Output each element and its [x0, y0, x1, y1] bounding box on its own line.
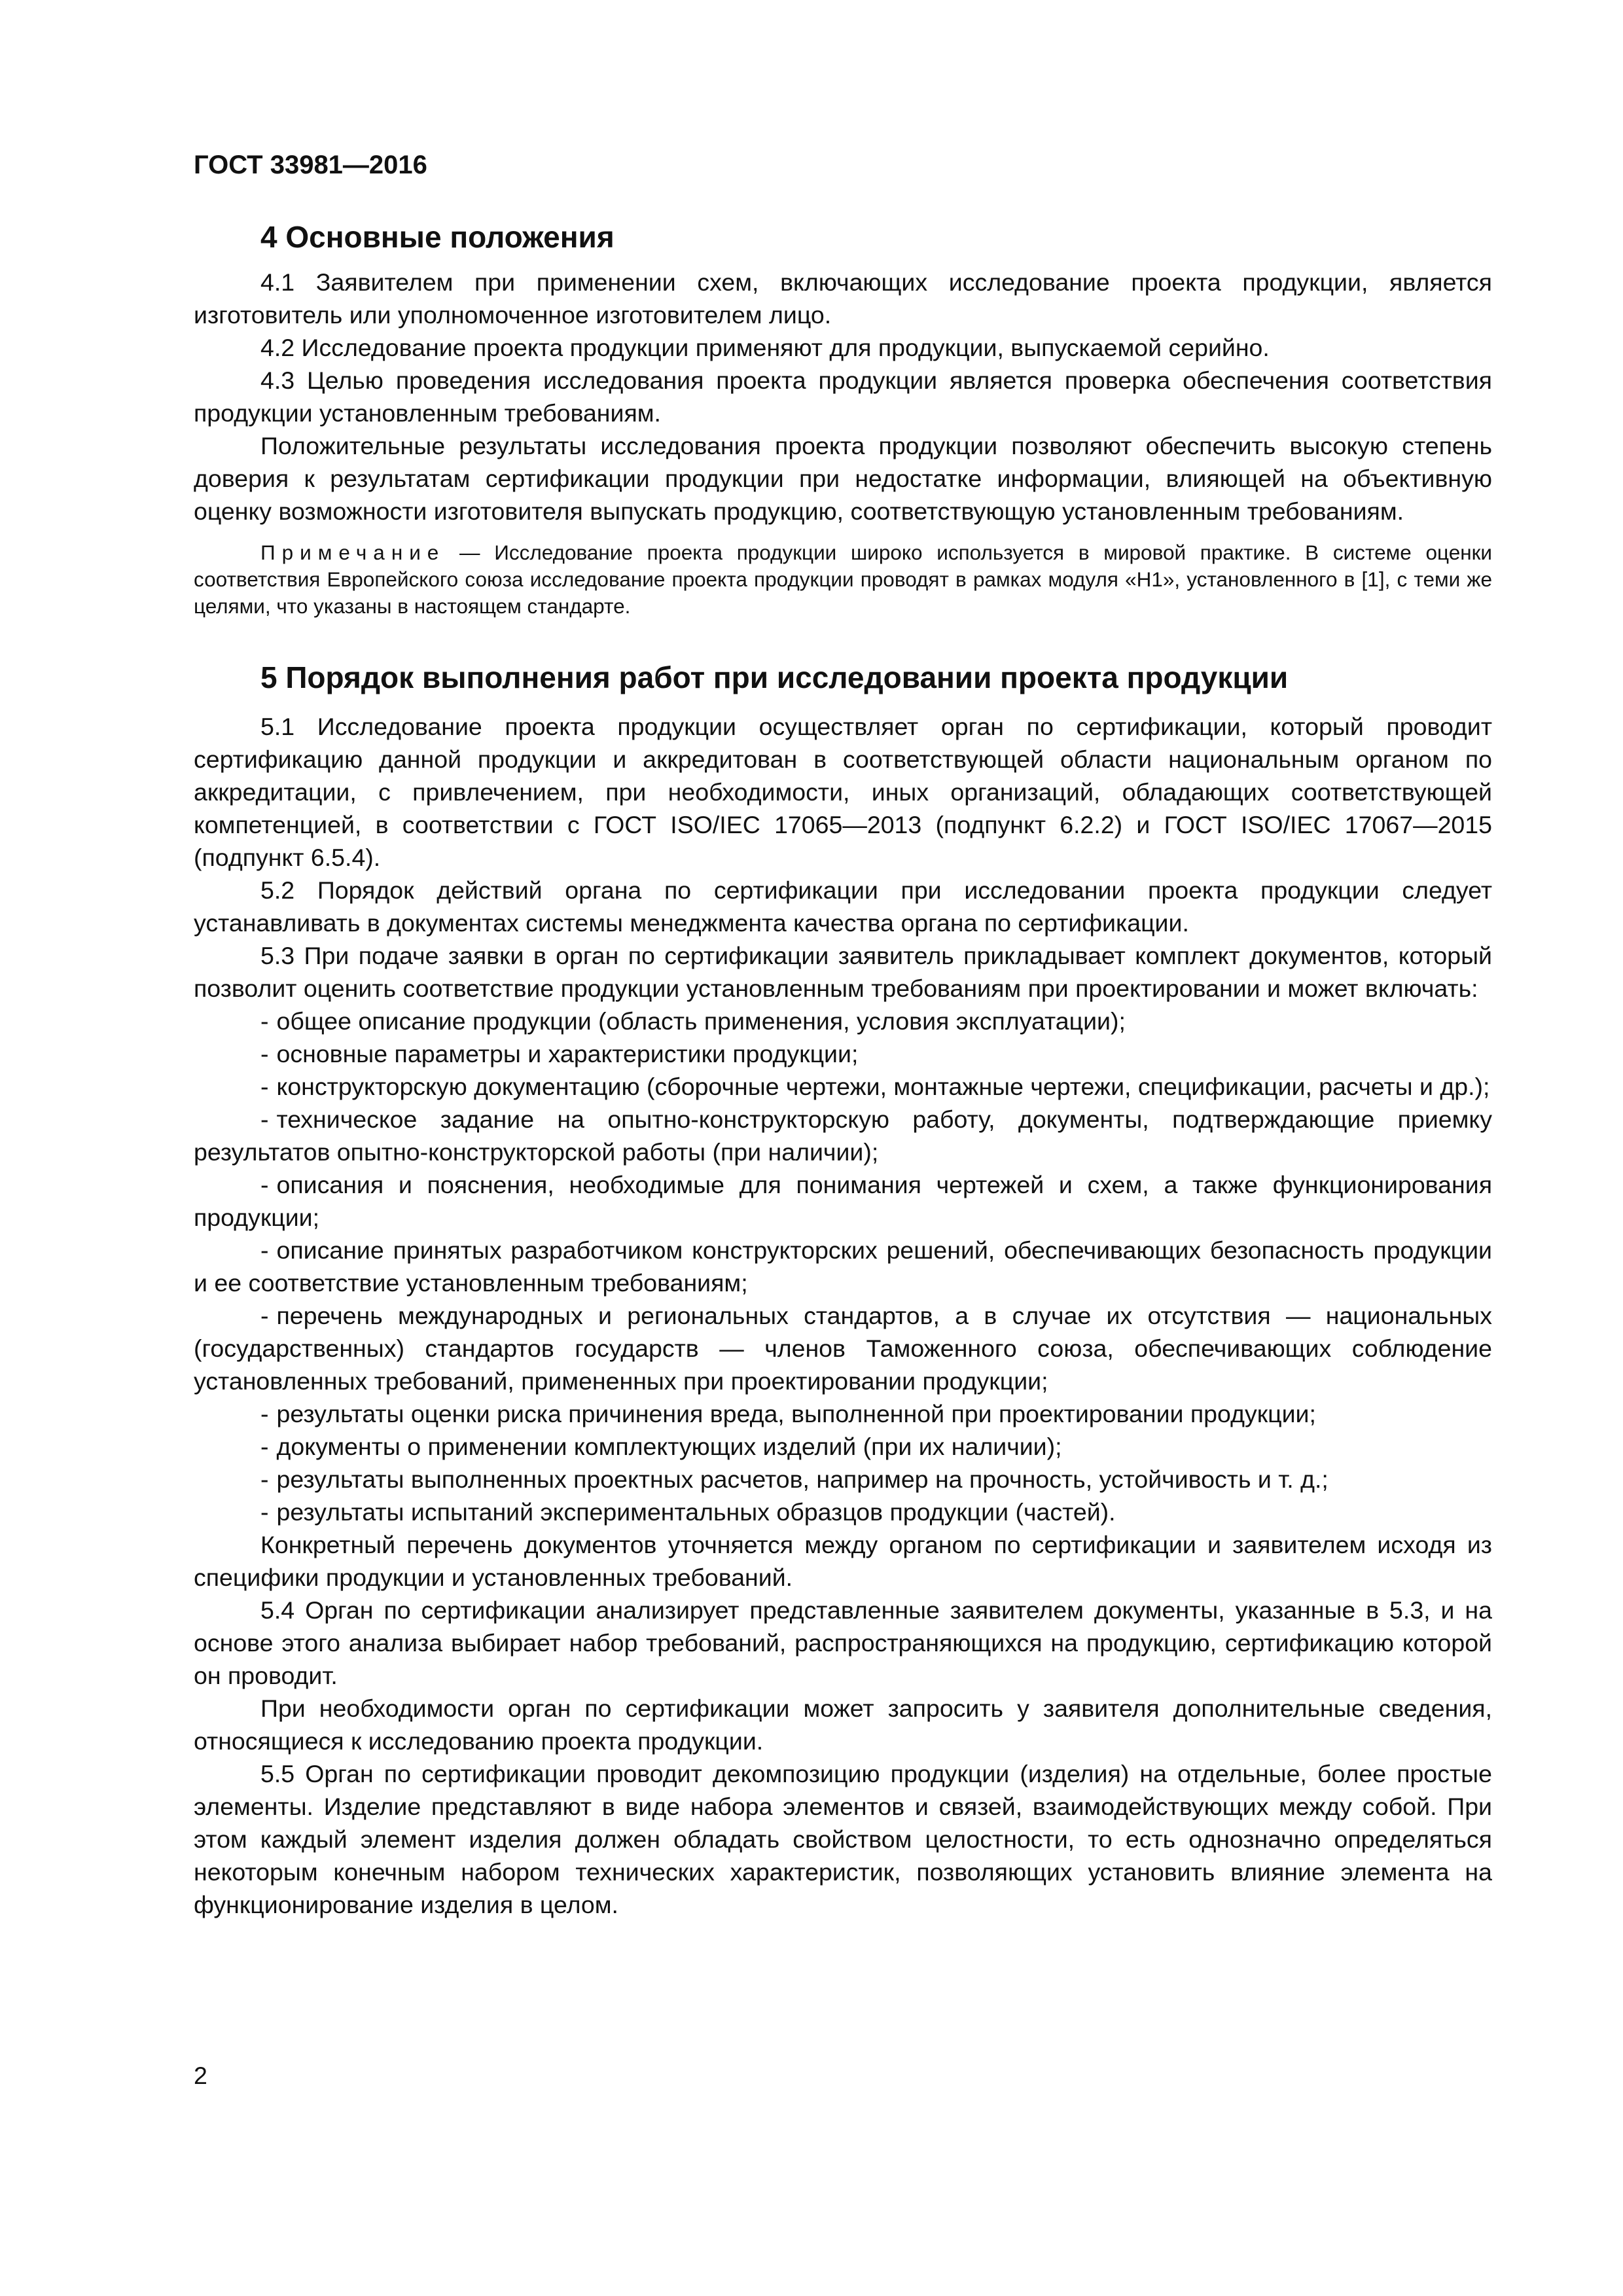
- list-item: [194, 1496, 1492, 1528]
- document-page: [194, 145, 1492, 1921]
- paragraph-5-5: 5.5 Орган по сертификации проводит декомпозицию продукции (изделия) на отдельные, более простые элементы. Изделие представляют в виде набора элементов и связей, взаимодействующих между собой. При этом каждый элемент изделия должен обладать свойством целостности, то есть однозначно определяться некоторым конечным набором технических характеристик, позволяющих установить влияние элемента на функционирование изделия в целом.: [194, 1760, 1492, 1918]
- list-item: [194, 1168, 1492, 1234]
- list-dash: -: [260, 1465, 269, 1493]
- list-item: [194, 1299, 1492, 1397]
- paragraph-4-1: 4.1 Заявителем при применении схем, включающих исследование проекта продукции, является изготовитель или уполномоченное изготовителем лицо.: [194, 268, 1492, 329]
- list-dash: -: [260, 1105, 269, 1133]
- list-item: [194, 1234, 1492, 1299]
- list-item: [194, 1397, 1492, 1430]
- list-item: [194, 1070, 1492, 1103]
- note-text: — Исследование проекта продукции широко используется в мировой практике. В системе оценки соответствия Европейского союза исследование проекта продукции проводят в рамках модуля «Н1», установленного в [1], с теми же целями, что указаны в настоящем стандарте.: [194, 541, 1492, 618]
- list-dash: -: [260, 1302, 269, 1329]
- note-label: Примечание: [260, 541, 446, 564]
- list-item-text: результаты выполненных проектных расчетов, например на прочность, устойчивость и т. д.;: [276, 1465, 1329, 1493]
- paragraph-5-4-continued: При необходимости орган по сертификации может запросить у заявителя дополнительные сведения, относящиеся к исследованию проекта продукции.: [194, 1695, 1492, 1755]
- list-item: [194, 1463, 1492, 1496]
- list-item: [194, 1005, 1492, 1037]
- paragraph-5-3-continued: Конкретный перечень документов уточняется между органом по сертификации и заявителем исходя из специфики продукции и установленных требований.: [194, 1531, 1492, 1591]
- paragraph-5-3: 5.3 При подаче заявки в орган по сертификации заявитель прикладывает комплект документов, который позволит оценить соответствие продукции установленным требованиям при проектировании и может включать:: [194, 942, 1492, 1002]
- paragraph-4-3-continued: Положительные результаты исследования проекта продукции позволяют обеспечить высокую степень доверия к результатам сертификации продукции при недостатке информации, влияющей на объективную оценку возможности изготовителя выпускать продукцию, соответствующую установленным требованиям.: [194, 432, 1492, 525]
- list-dash: -: [260, 1007, 269, 1035]
- list-dash: -: [260, 1040, 269, 1067]
- list-dash: -: [260, 1433, 269, 1460]
- section-5-title: 5 Порядок выполнения работ при исследовании проекта продукции: [260, 660, 1289, 694]
- list-dash: -: [260, 1073, 269, 1100]
- list-item-text: документы о применении комплектующих изделий (при их наличии);: [276, 1433, 1062, 1460]
- list-item-text: результаты испытаний экспериментальных образцов продукции (частей).: [276, 1498, 1116, 1526]
- list-item-text: описания и пояснения, необходимые для понимания чертежей и схем, а также функционирования продукции;: [194, 1171, 1492, 1231]
- paragraph-5-1: 5.1 Исследование проекта продукции осуществляет орган по сертификации, который проводит сертификацию данной продукции и аккредитован в соответствующей области национальным органом по аккредитации, с привлечением, при необходимости, иных организаций, обладающих соответствующей компетенцией, в соответствии с ГОСТ ISO/IEC 17065—2013 (подпункт 6.2.2) и ГОСТ ISO/IEC 17067—2015 (подпункт 6.5.4).: [194, 713, 1492, 871]
- list-item: [194, 1037, 1492, 1070]
- page-number: 2: [194, 2062, 207, 2089]
- paragraph-5-2: 5.2 Порядок действий органа по сертификации при исследовании проекта продукции следует устанавливать в документах системы менеджмента качества органа по сертификации.: [194, 876, 1492, 937]
- list-item-text: техническое задание на опытно-конструкторскую работу, документы, подтверждающие приемку результатов опытно-конструкторской работы (при наличии);: [194, 1105, 1492, 1166]
- note: [194, 539, 1492, 620]
- list-item: [194, 1103, 1492, 1168]
- paragraph-4-3: 4.3 Целью проведения исследования проекта продукции является проверка обеспечения соответствия продукции установленным требованиям.: [194, 367, 1492, 427]
- paragraph-5-4: 5.4 Орган по сертификации анализирует представленные заявителем документы, указанные в 5.3, и на основе этого анализа выбирает набор требований, распространяющихся на продукцию, сертификацию которой он проводит.: [194, 1596, 1492, 1689]
- list-item-text: конструкторскую документацию (сборочные чертежи, монтажные чертежи, спецификации, расчеты и др.);: [276, 1073, 1490, 1100]
- paragraph-4-2: 4.2 Исследование проекта продукции применяют для продукции, выпускаемой серийно.: [260, 334, 1270, 361]
- list-dash: -: [260, 1400, 269, 1427]
- list-item: [194, 1430, 1492, 1463]
- document-list: [194, 1005, 1492, 1528]
- document-code: ГОСТ 33981—2016: [194, 151, 427, 179]
- list-dash: -: [260, 1498, 269, 1526]
- list-item-text: описание принятых разработчиком конструкторских решений, обеспечивающих безопасность продукции и ее соответствие установленным требованиям;: [194, 1236, 1492, 1297]
- list-item-text: общее описание продукции (область применения, условия эксплуатации);: [276, 1007, 1126, 1035]
- list-dash: -: [260, 1171, 269, 1198]
- list-item-text: перечень международных и региональных стандартов, а в случае их отсутствия — национальных (государственных) стандартов государств — членов Таможенного союза, обеспечивающих соблюдение установленных требований, примененных при проектировании продукции;: [194, 1302, 1492, 1395]
- list-item-text: результаты оценки риска причинения вреда, выполненной при проектировании продукции;: [276, 1400, 1316, 1427]
- list-dash: -: [260, 1236, 269, 1264]
- list-item-text: основные параметры и характеристики продукции;: [276, 1040, 859, 1067]
- section-4-title: 4 Основные положения: [260, 220, 615, 254]
